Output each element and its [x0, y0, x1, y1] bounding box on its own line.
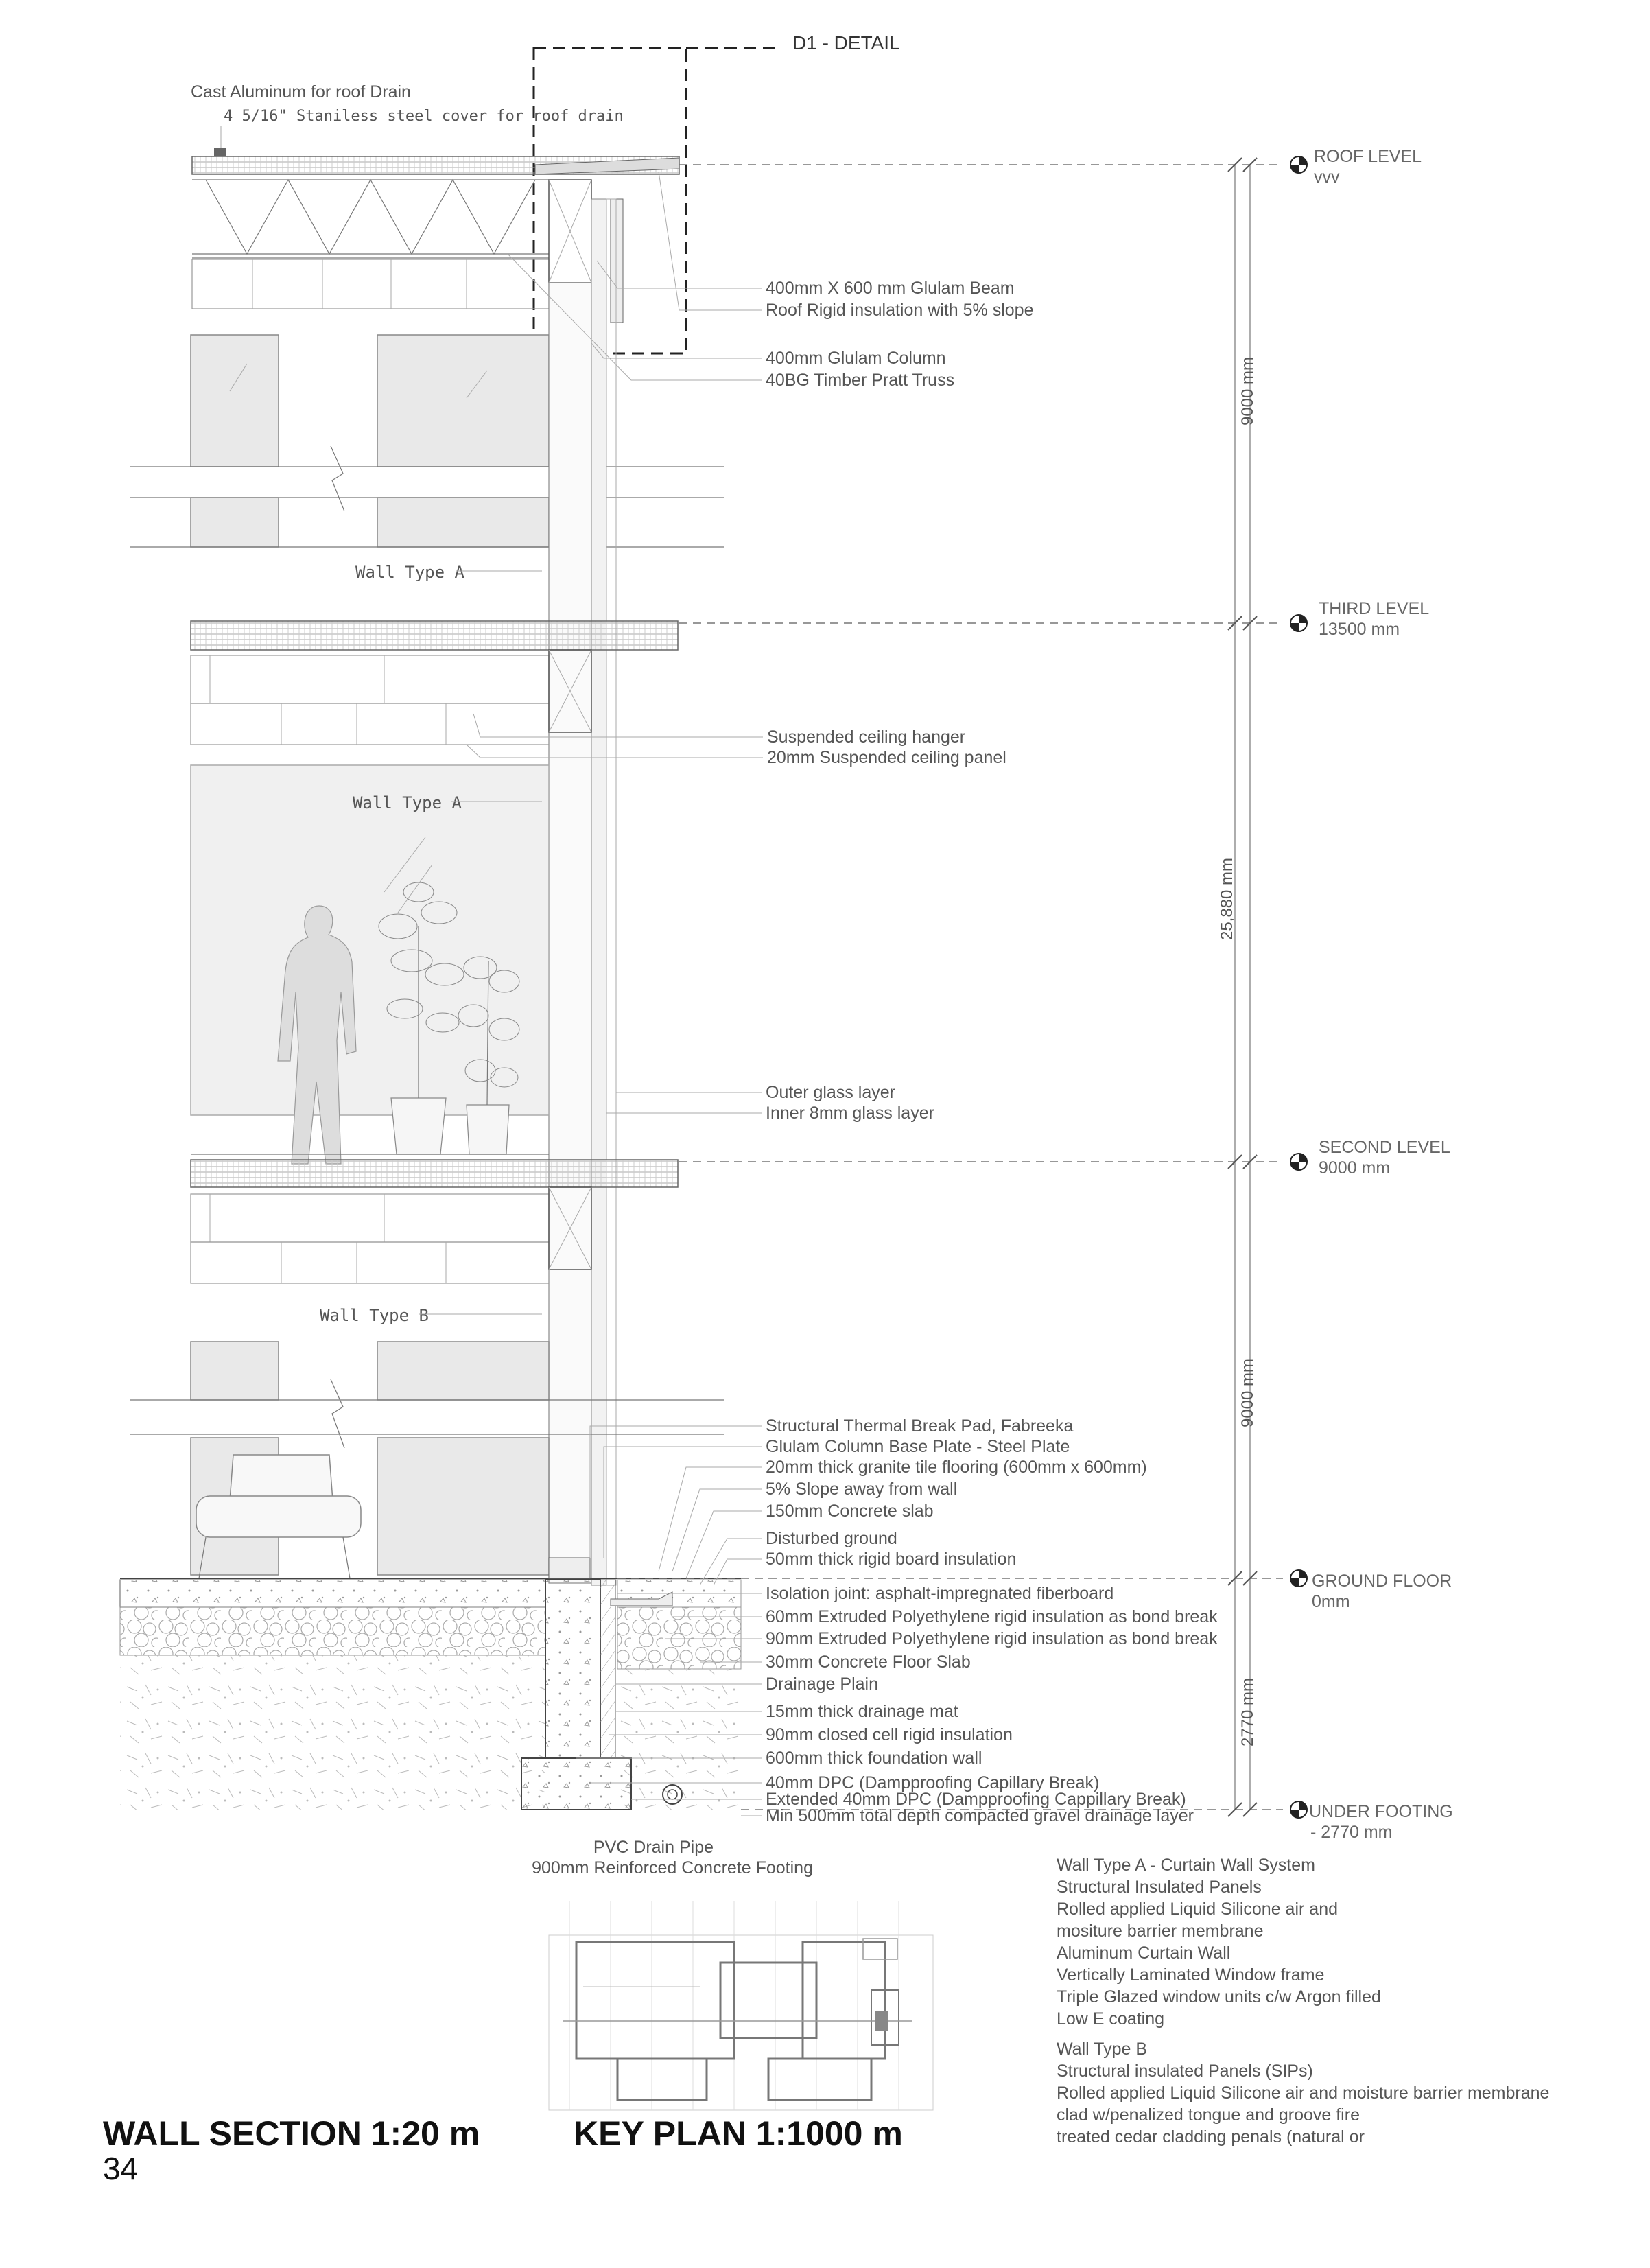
dim-overall: 25,880 mm [1218, 857, 1236, 941]
wall-type-a-line: Structural Insulated Panels [1057, 1878, 1262, 1897]
callout-base-plate: Glulam Column Base Plate - Steel Plate [766, 1437, 1070, 1456]
callout-drainage-plain: Drainage Plain [766, 1674, 878, 1694]
wall-type-b-spec [1057, 2039, 1549, 2147]
reinforced-footing [521, 1758, 631, 1810]
level-value-third: 13500 mm [1319, 620, 1400, 639]
callout-gravel-layer: Min 500mm total depth compacted gravel drainage layer [766, 1806, 1194, 1825]
level-marker-ground [1290, 1570, 1307, 1587]
note-reinforced-footing: 900mm Reinforced Concrete Footing [532, 1858, 813, 1878]
wall-type-label-1: Wall Type A [355, 563, 464, 582]
level-value-second: 9000 mm [1319, 1158, 1391, 1178]
callout-rigid-board: 50mm thick rigid board insulation [766, 1550, 1017, 1569]
level-marker-second [1290, 1154, 1307, 1170]
dim-roof-to-third: 9000 mm [1238, 356, 1257, 426]
level-marker-third [1290, 615, 1307, 631]
pratt-truss [206, 180, 535, 254]
wall-type-a-spec [1057, 1856, 1381, 2029]
callout-glulam-beam: 400mm X 600 mm Glulam Beam [766, 279, 1015, 298]
note-pvc-drain: PVC Drain Pipe [593, 1838, 714, 1857]
dim-second-to-ground: 9000 mm [1238, 1358, 1257, 1428]
level-value-footing: - 2770 mm [1310, 1823, 1393, 1842]
wall-type-a-line: Low E coating [1057, 2009, 1165, 2029]
wall-type-a-line: Vertically Laminated Window frame [1057, 1965, 1325, 1985]
dim-ground-to-footing: 2770 mm [1238, 1677, 1257, 1747]
wall-type-b-line: clad w/penalized tongue and groove fire [1057, 2105, 1360, 2125]
callout-closed-cell: 90mm closed cell rigid insulation [766, 1725, 1013, 1744]
callout-inner-glass: Inner 8mm glass layer [766, 1103, 934, 1123]
wall-type-a-title: Wall Type A - Curtain Wall System [1057, 1856, 1315, 1875]
key-plan-title: KEY PLAN 1:1000 m [574, 2114, 903, 2153]
callout-granite-tile: 20mm thick granite tile flooring (600mm x 600mm) [766, 1458, 1147, 1477]
wall-type-label-3: Wall Type B [320, 1306, 429, 1325]
level-marker-footing [1290, 1801, 1307, 1818]
wall-section-title: WALL SECTION 1:20 m [103, 2114, 480, 2153]
callout-extended-dpc: Extended 40mm DPC (Dampproofing Cappillary Break) [766, 1790, 1186, 1809]
callout-dpc: 40mm DPC (Dampproofing Capillary Break) [766, 1773, 1100, 1792]
wall-type-label-2: Wall Type A [353, 793, 462, 812]
roof-note-steel-cover: 4 5/16" Staniless steel cover for roof drain [224, 108, 624, 125]
callout-pratt-truss: 40BG Timber Pratt Truss [766, 371, 955, 390]
callout-glulam-column: 400mm Glulam Column [766, 349, 946, 368]
level-name-second: SECOND LEVEL [1319, 1138, 1450, 1157]
detail-tag: D1 - DETAIL [792, 32, 900, 54]
callout-60mm-insulation: 60mm Extruded Polyethylene rigid insulation as bond break [766, 1607, 1218, 1626]
callout-90mm-insulation: 90mm Extruded Polyethylene rigid insulation as bond break [766, 1629, 1218, 1648]
level-value-ground: 0mm [1312, 1592, 1350, 1611]
callout-slope: 5% Slope away from wall [766, 1480, 958, 1499]
wall-type-a-line: Triple Glazed window units c/w Argon filled [1057, 1987, 1381, 2007]
callout-floor-slab: 30mm Concrete Floor Slab [766, 1652, 971, 1672]
callout-thermal-break: Structural Thermal Break Pad, Fabreeka [766, 1416, 1074, 1436]
key-plan [549, 1901, 933, 2110]
wall-type-b-title: Wall Type B [1057, 2039, 1147, 2059]
upper-window-left [191, 335, 279, 467]
level-name-roof: ROOF LEVEL [1314, 147, 1422, 166]
callout-isolation-joint: Isolation joint: asphalt-impregnated fiberboard [766, 1584, 1114, 1603]
wall-type-a-line: mositure barrier membrane [1057, 1921, 1264, 1941]
wall-type-a-line: Rolled applied Liquid Silicone air and [1057, 1899, 1338, 1919]
callout-foundation-wall: 600mm thick foundation wall [766, 1749, 982, 1768]
level-name-footing: UNDER FOOTING [1309, 1802, 1453, 1821]
wall-type-b-line: treated cedar cladding penals (natural or [1057, 2127, 1365, 2147]
level-marker-roof [1290, 156, 1307, 173]
callout-concrete-slab: 150mm Concrete slab [766, 1501, 934, 1521]
wall-type-a-line: Aluminum Curtain Wall [1057, 1943, 1231, 1963]
callout-drainage-mat: 15mm thick drainage mat [766, 1702, 958, 1721]
roof-drain-icon [214, 148, 226, 156]
foundation-wall [545, 1580, 600, 1758]
level-value-roof: vvv [1314, 167, 1340, 187]
level-name-ground: GROUND FLOOR [1312, 1571, 1452, 1591]
glulam-column [549, 283, 591, 1583]
upper-window-right [377, 335, 549, 467]
callout-outer-glass: Outer glass layer [766, 1083, 895, 1102]
callout-ceiling-panel: 20mm Suspended ceiling panel [767, 748, 1006, 767]
wall-type-b-line: Structural insulated Panels (SIPs) [1057, 2061, 1313, 2081]
callout-roof-insulation: Roof Rigid insulation with 5% slope [766, 301, 1034, 320]
roof-note-cast-aluminum: Cast Aluminum for roof Drain [191, 82, 411, 102]
callout-ceiling-hanger: Suspended ceiling hanger [767, 727, 966, 747]
callout-disturbed-ground: Disturbed ground [766, 1529, 897, 1548]
page-number: 34 [103, 2151, 139, 2186]
level-name-third: THIRD LEVEL [1319, 599, 1430, 618]
curtain-wall-glass [191, 765, 549, 1115]
wall-type-b-line: Rolled applied Liquid Silicone air and moisture barrier membrane [1057, 2083, 1550, 2103]
